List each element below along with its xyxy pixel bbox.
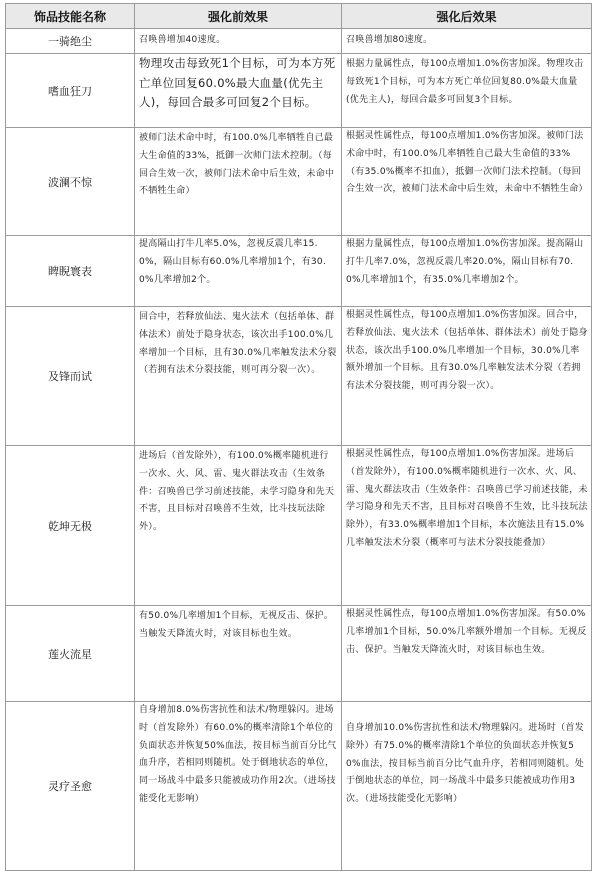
skill-name-cell: 及锋而试 — [6, 307, 135, 446]
skill-name-cell: 乾坤无极 — [6, 446, 135, 606]
header-before-effect: 强化前效果 — [135, 4, 342, 29]
skill-name-cell: 莲火流星 — [6, 606, 135, 702]
table-row — [6, 54, 592, 128]
before-effect-cell: 进场后（首发除外），有100.0%概率随机进行一次水、火、风、雷、鬼火群法攻击（生效条件：召唤兽已学习前述技能，未学习隐身和先天不害，且目标对召唤兽不生效，比斗技玩法除外）。 — [135, 446, 342, 606]
skill-name-cell: 灵疗圣愈 — [6, 702, 135, 871]
table-row — [6, 307, 592, 446]
before-effect-cell: 物理攻击每致死1个目标，可为本方死亡单位回复60.0%最大血量(优先主人)，每回合最多可回复2个目标。 — [135, 54, 342, 128]
header-skill-name: 饰品技能名称 — [6, 4, 135, 29]
after-effect-cell: 根据灵性属性点，每100点增加1.0%伤害加深。有50.0%几率增加1个目标，50.0%几率额外增加一个目标。无视反击、保护。当触发天降流火时，对该目标也生效。 — [342, 606, 592, 702]
skill-comparison-table — [5, 3, 592, 871]
table-row — [6, 606, 592, 702]
after-effect-cell: 根据力量属性点，每100点增加1.0%伤害加深。物理攻击每致死1个目标，可为本方死亡单位回复80.0%最大血量(优先主人)，每回合最多可回复3个目标。 — [342, 54, 592, 128]
after-effect-cell: 根据灵性属性点，每100点增加1.0%伤害加深。被师门法术命中时，有100.0%几率牺牲自己最大生命值的33%（有35.0%概率不扣血），抵御一次师门法术控制。（每回合生效一次，被师门法术命中后生效，未命中不牺牲生命） — [342, 128, 592, 236]
table-row — [6, 128, 592, 236]
skill-name-cell: 嗜血狂刀 — [6, 54, 135, 128]
after-effect-cell: 自身增加10.0%伤害抗性和法术/物理躲闪。进场时（首发除外）有75.0%的概率清除1个单位的负面状态并恢复50%血法，按目标当前百分比气血升序，若相同则随机。处于倒地状态的单位，同一场战斗中最多只能被成功作用3次。（进场技能受化无影响） — [342, 702, 592, 871]
table-row — [6, 702, 592, 871]
table-row — [6, 236, 592, 307]
after-effect-cell: 根据灵性属性点，每100点增加1.0%伤害加深。回合中，若释放仙法、鬼火法术（包括单体、群体法术）前处于隐身状态，该次出手100.0%几率增加一个目标，30.0%几率额外增加一个目标。且有30.0%几率触发法术分裂（若拥有法术分裂技能，则可再分裂一次）。 — [342, 307, 592, 446]
before-effect-cell: 有50.0%几率增加1个目标，无视反击、保护。当触发天降流火时，对该目标也生效。 — [135, 606, 342, 702]
before-effect-cell: 提高隔山打牛几率5.0%，忽视反震几率15.0%，隔山目标有60.0%几率增加1个，有30.0%几率增加2个。 — [135, 236, 342, 307]
table-row — [6, 446, 592, 606]
before-effect-cell: 召唤兽增加40速度。 — [135, 29, 342, 54]
before-effect-cell: 被师门法术命中时，有100.0%几率牺牲自己最大生命值的33%，抵御一次师门法术控制。（每回合生效一次，被师门法术命中后生效，未命中不牺牲生命） — [135, 128, 342, 236]
table-row — [6, 29, 592, 54]
before-effect-cell: 回合中，若释放仙法、鬼火法术（包括单体、群体法术）前处于隐身状态，该次出手100.0%几率增加一个目标，且有30.0%几率触发法术分裂（若拥有法术分裂技能，则可再分裂一次）。 — [135, 307, 342, 446]
header-row — [6, 4, 592, 29]
skill-name-cell: 睥睨寰表 — [6, 236, 135, 307]
after-effect-cell: 召唤兽增加80速度。 — [342, 29, 592, 54]
header-after-effect: 强化后效果 — [342, 4, 592, 29]
after-effect-cell: 根据力量属性点，每100点增加1.0%伤害加深。提高隔山打牛几率7.0%，忽视反震几率20.0%，隔山目标有70.0%几率增加1个，有35.0%几率增加2个。 — [342, 236, 592, 307]
skill-name-cell: 波澜不惊 — [6, 128, 135, 236]
skill-name-cell: 一骑绝尘 — [6, 29, 135, 54]
skill-comparison-sheet — [5, 3, 591, 871]
before-effect-cell: 自身增加8.0%伤害抗性和法术/物理躲闪。进场时（首发除外）有60.0%的概率清除1个单位的负面状态并恢复50%血法，按目标当前百分比气血升序，若相同则随机。处于倒地状态的单位，同一场战斗中最多只能被成功作用2次。（进场技能受化无影响） — [135, 702, 342, 871]
after-effect-cell: 根据灵性属性点，每100点增加1.0%伤害加深。进场后（首发除外），有100.0%概率随机进行一次水、火、风、雷、鬼火群法攻击（生效条件：召唤兽已学习前述技能，未学习隐身和先天不害，且目标对召唤兽不生效，比斗技玩法除外），有33.0%概率增加1个目标，本次施法且有15.0%几率触发法术分裂（概率可与法术分裂技能叠加） — [342, 446, 592, 606]
